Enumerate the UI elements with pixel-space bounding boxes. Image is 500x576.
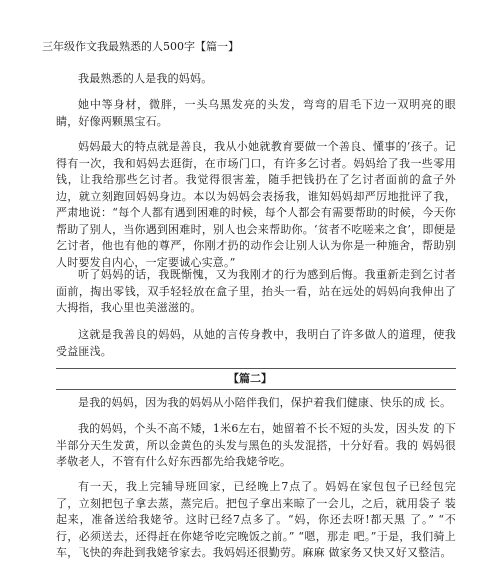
paragraph-appearance: 她中等身材，微胖，一头乌黑发亮的头发，弯弯的眉毛下边一双明亮的眼睛，好像两颗黑宝石。 [56,98,456,128]
document-title: 三年级作文我最熟悉的人500字【篇一】 [42,40,239,53]
paragraph-intro: 我最熟悉的人是我的妈妈。 [78,72,213,85]
paragraph-part2-story: 有一天，我上完辅导班回家，已经晚上7点了。妈妈在家包包子已经包完 了，立刻把包子拿去蒸，蒸完后。把包子拿出来晾了一会儿，之后，就用袋子 装起来，准备送给我姥爷。这时已经7点多了。“妈，你还去呀!都天黑 了。” “不行，必须送去，还得赶在你姥爷吃完晚饭之前。” “嗯，那走 吧。”于是，我们骑上车，飞快的奔赴到我姥爷家去。我妈妈还很勤劳。麻麻 做家务又快又好又整洁。 [56,480,456,559]
paragraph-conclusion: 这就是我善良的妈妈，从她的言传身教中，我明白了许多做人的道理，使我受益匪浅。 [56,328,456,358]
paragraph-part2-intro: 是我的妈妈，因为我的妈妈从小陪伴我们，保护着我们健康、快乐的成 长。 [78,396,452,409]
paragraph-regret: 听了妈妈的话，我既惭愧，又为我刚才的行为感到后悔。我重新走到乞讨者面前，掏出零钱，双手轻轻放在盒子里，抬头一看，站在远处的妈妈向我伸出了大拇指，我心里也美滋滋的。 [56,268,456,314]
paragraph-kindness-story: 妈妈最大的特点就是善良，我从小她就教育要做一个善良、懂事的’孩子。记得有一次，我和妈妈去逛街，在市场门口，有许多乞讨者。妈妈给了我一些零用钱，让我给那些乞讨者。我觉得很害羞，随手把钱扔在了乞讨者面前的盒子外边，就立刻跑回妈妈身边。本以为妈妈会表扬我，谁知妈妈却严厉地批评了我，严肃地说：“每个人都有遇到困难的时候，每个人都会有需要帮助的时候，今天你帮助了别人，当你遇到困难时，别人也会来帮助你。‘贫者不吃嗟来之食’，即便是乞讨者，他也有他的尊严，你刚才扔的动作会让别人认为你是一种施舍，帮助别人时要发自内心，一定要诚心实意。” [56,140,456,269]
paragraph-part2-appearance: 我的妈妈，个头不高不矮，1米6左右，她留着不长不短的头发，因头发 的下半部分天生发黄，所以金黄色的头发与黑色的头发混搭，十分好看。我的 妈妈很孝敬老人，不管有什么好东西都先给我姥爷吃。 [56,422,456,468]
section-heading-part2: 【篇二】 [228,372,272,385]
section-divider-bottom [56,389,456,390]
section-divider-top [56,368,456,369]
